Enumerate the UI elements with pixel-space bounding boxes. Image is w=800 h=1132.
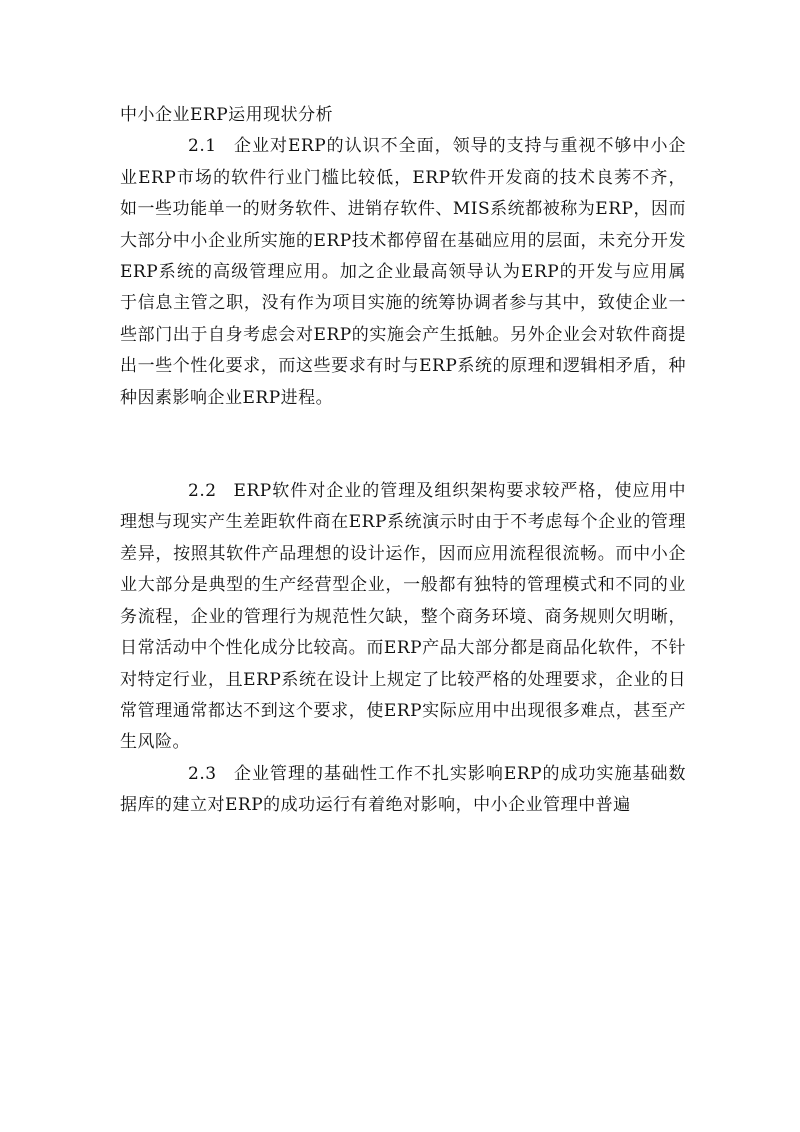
section-text: ERP软件对企业的管理及组织架构要求较严格，使应用中理想与现实产生差距软件商在ERP系统演示时由于不考虑每个企业的管理差异，按照其软件产品理想的设计运作，因而应用流程很流畅。而中小企业大部分是典型的生产经营型企业，一般都有独特的管理模式和不同的业务流程，企业的管理行为规范性欠缺，整个商务环境、商务规则欠明晰，日常活动中个性化成分比较高。而ERP产品大部分都是商品化软件，不针对特定行业，且ERP系统在设计上规定了比较严格的处理要求，企业的日常管理通常都达不到这个要求，使ERP实际应用中出现很多难点，甚至产生风险。 (120, 481, 686, 753)
section-number: 2.1 (188, 136, 217, 157)
document-title: 中小企业ERP运用现状分析 (120, 105, 334, 125)
section-number: 2.2 (188, 481, 217, 502)
section-text: 企业对ERP的认识不全面，领导的支持与重视不够中小企业ERP市场的软件行业门槛比较低，ERP软件开发商的技术良莠不齐，如一些功能单一的财务软件、进销存软件、MIS系统都被称为ERP，因而大部分中小企业所实施的ERP技术都停留在基础应用的层面，未充分开发ERP系统的高级管理应用。加之企业最高领导认为ERP的开发与应用属于信息主管之职，没有作为项目实施的统筹协调者参与其中，致使企业一些部门出于自身考虑会对ERP的实施会产生抵触。另外企业会对软件商提出一些个性化要求，而这些要求有时与ERP系统的原理和逻辑相矛盾，种种因素影响企业ERP进程。 (120, 136, 686, 408)
paragraph-gap (120, 414, 686, 476)
section-paragraph-2-2 (120, 476, 686, 759)
document-body (120, 100, 686, 822)
section-paragraph-2-3 (120, 759, 686, 822)
section-text: 企业管理的基础性工作不扎实影响ERP的成功实施基础数据库的建立对ERP的成功运行有着绝对影响，中小企业管理中普遍 (120, 763, 686, 816)
section-paragraph-2-1 (120, 131, 686, 414)
section-number: 2.3 (188, 763, 217, 784)
